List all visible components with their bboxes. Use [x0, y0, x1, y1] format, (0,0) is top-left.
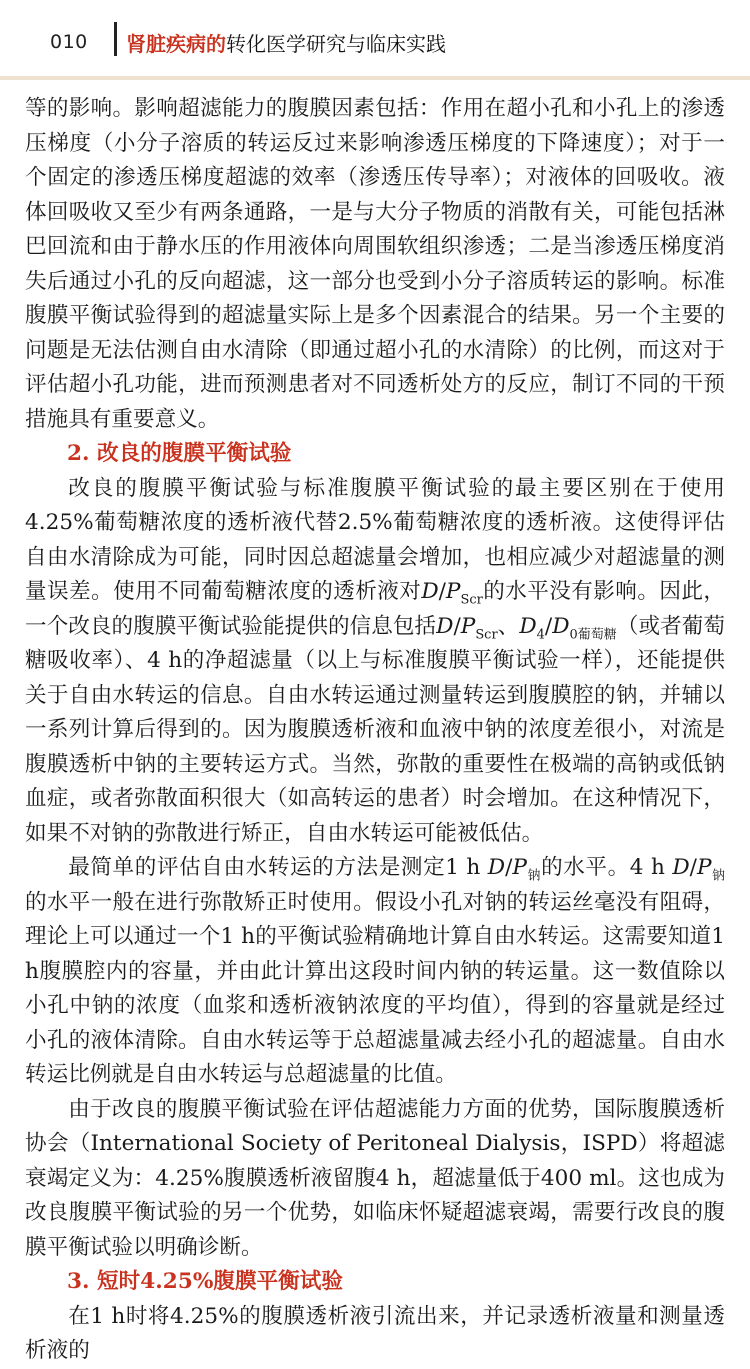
section-heading-2: 2. 改良的腹膜平衡试验: [67, 441, 292, 466]
page-number: 010: [50, 31, 88, 53]
section-heading-3: 3. 短时4.25%腹膜平衡试验: [67, 1269, 343, 1294]
book-title-emphasis: 肾脏疾病的: [126, 32, 226, 56]
paragraph-free-water: 最简单的评估自由水转运的方法是测定1 h $D/P_钠$的水平。4 h $D/P_钠$的水平一般在进行弥散矫正时使用。假设小孔对钠的转运丝毫没有阻碍，理论上可以通过一个1 h的平衡试验精确地计算自由水转运。这需要知道1 h腹膜腔内的容量，并由此计算出这段时间内钠的转运量。这一数值除以小孔中钠的浓度（血浆和透析液钠浓度的平均值），得到的容量就是经过小孔的液体清除。自由水转运等于总超滤量减去经小孔的超滤量。自由水转运比例就是自由水转运与总超滤量的比值。: [25, 855, 726, 1087]
paragraph-continued: 等的影响。影响超滤能力的腹膜因素包括：作用在超小孔和小孔上的渗透压梯度（小分子溶质的转运反过来影响渗透压梯度的下降速度）；对于一个固定的渗透压梯度超滤的效率（渗透压传导率）；对液体的回吸收。液体回吸收又至少有两条通路，一是与大分子物质的消散有关，可能包括淋巴回流和由于静水压的作用液体向周围软组织渗透；二是当渗透压梯度消失后通过小孔的反向超滤，这一部分也受到小分子溶质转运的影响。标准腹膜平衡试验得到的超滤量实际上是多个因素混合的结果。另一个主要的问题是无法估测自由水清除（即通过超小孔的水清除）的比例，而这对于评估超小孔功能，进而预测患者对不同透析处方的反应，制订不同的干预措施具有重要意义。: [25, 96, 725, 432]
paragraph-short-pet: 在1 h时将4.25%的腹膜透析液引流出来，并记录透析液量和测量透析液的: [25, 1303, 725, 1363]
book-title: [126, 28, 446, 57]
book-title-rest: 转化医学研究与临床实践: [226, 32, 446, 56]
page-body: [25, 92, 725, 1369]
header-rule: [0, 76, 750, 80]
running-header: [0, 0, 750, 82]
paragraph-modified-pet: 改良的腹膜平衡试验与标准腹膜平衡试验的最主要区别在于使用4.25%葡萄糖浓度的透析液代替2.5%葡萄糖浓度的透析液。这使得评估自由水清除成为可能，同时因总超滤量会增加，也相应减少对超滤量的测量误差。使用不同葡萄糖浓度的透析液对$D/P_{Scr}$的水平没有影响。因此，一个改良的腹膜平衡试验能提供的信息包括$D/P_{Scr}$、$D_4/D_{0葡萄糖}$（或者葡萄糖吸收率）、4 h的净超滤量（以上与标准腹膜平衡试验一样），还能提供关于自由水转运的信息。自由水转运通过测量转运到腹膜腔的钠，并辅以一系列计算后得到的。因为腹膜透析液和血液中钠的浓度差很小，对流是腹膜透析中钠的主要转运方式。当然，弥散的重要性在极端的高钠或低钠血症，或者弥散面积很大（如高转运的患者）时会增加。在这种情况下，如果不对钠的弥散进行矫正，自由水转运可能被低估。: [25, 475, 725, 846]
paragraph-ispd: 由于改良的腹膜平衡试验在评估超滤能力方面的优势，国际腹膜透析协会（International Society of Peritoneal Dialysis，ISPD）将超滤衰竭定义为：4.25%腹膜透析液留腹4 h，超滤量低于400 ml。这也成为改良腹膜平衡试验的另一个优势，如临床怀疑超滤衰竭，需要行改良的腹膜平衡试验以明确诊断。: [25, 1096, 725, 1260]
header-divider: [114, 22, 117, 56]
